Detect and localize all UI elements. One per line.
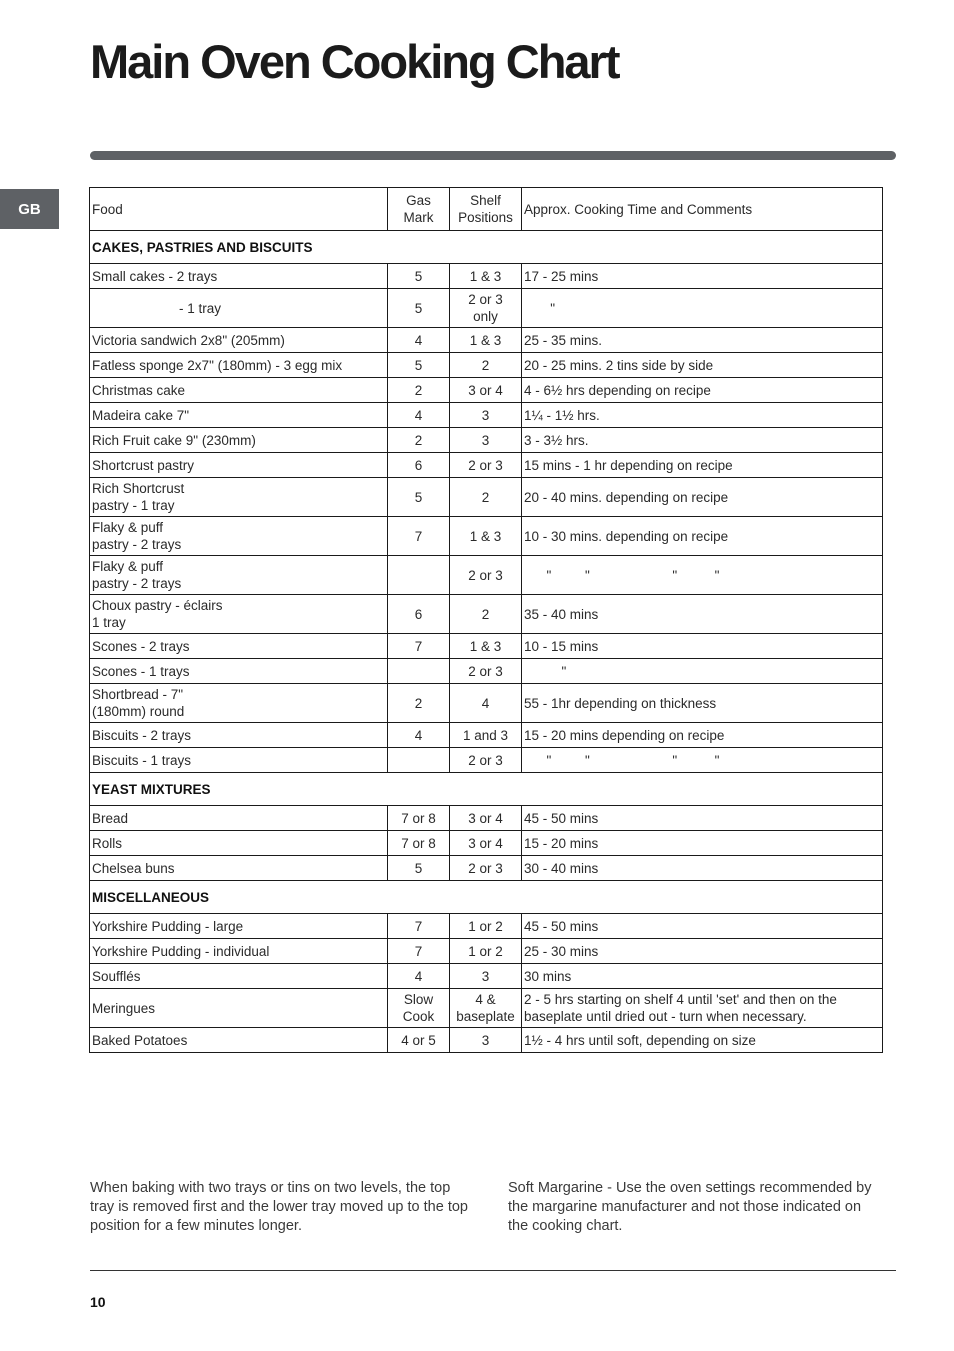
food-cell: Flaky & puff pastry - 2 trays bbox=[90, 517, 388, 556]
shelf-position-cell: 3 or 4 bbox=[450, 831, 522, 856]
table-row bbox=[90, 659, 883, 684]
food-cell: Shortbread - 7" (180mm) round bbox=[90, 684, 388, 723]
cooking-time-cell: 2 - 5 hrs starting on shelf 4 until 'set' and then on the baseplate until dried out - turn when necessary. bbox=[522, 989, 883, 1028]
section-heading-row bbox=[90, 773, 883, 806]
gas-mark-cell: 5 bbox=[388, 478, 450, 517]
food-cell: Yorkshire Pudding - large bbox=[90, 914, 388, 939]
cooking-time-cell: 1¼ - 1½ hrs. bbox=[522, 403, 883, 428]
gas-mark-cell: 5 bbox=[388, 264, 450, 289]
cooking-time-cell: 25 - 35 mins. bbox=[522, 328, 883, 353]
page-number: 10 bbox=[90, 1294, 106, 1310]
table-row bbox=[90, 478, 883, 517]
section-title: YEAST MIXTURES bbox=[90, 773, 883, 806]
note-two-trays: When baking with two trays or tins on two levels, the top tray is removed first and the lower tray moved up to the top position for a few minutes longer. bbox=[90, 1180, 468, 1234]
table-row bbox=[90, 289, 883, 328]
cooking-time-cell: 25 - 30 mins bbox=[522, 939, 883, 964]
cooking-time-cell: " bbox=[522, 659, 883, 684]
language-tab: GB bbox=[0, 189, 59, 229]
shelf-position-cell: 2 bbox=[450, 478, 522, 517]
header-cooking-time: Approx. Cooking Time and Comments bbox=[522, 188, 883, 231]
cooking-chart-table bbox=[89, 187, 883, 1053]
cooking-time-cell: 55 - 1hr depending on thickness bbox=[522, 684, 883, 723]
shelf-position-cell: 1 & 3 bbox=[450, 634, 522, 659]
food-cell: Choux pastry - éclairs 1 tray bbox=[90, 595, 388, 634]
shelf-position-cell: 3 bbox=[450, 964, 522, 989]
section-heading-row bbox=[90, 231, 883, 264]
cooking-time-cell: 45 - 50 mins bbox=[522, 806, 883, 831]
cooking-time-cell: " " " " bbox=[522, 748, 883, 773]
food-cell: Rolls bbox=[90, 831, 388, 856]
food-cell: Bread bbox=[90, 806, 388, 831]
table-row bbox=[90, 595, 883, 634]
food-cell: - 1 tray bbox=[90, 289, 388, 328]
table-row bbox=[90, 353, 883, 378]
gas-mark-cell: 7 bbox=[388, 634, 450, 659]
table-row bbox=[90, 856, 883, 881]
header-shelf-positions: Shelf Positions bbox=[450, 188, 522, 231]
table-row bbox=[90, 684, 883, 723]
gas-mark-cell: 4 bbox=[388, 328, 450, 353]
gas-mark-cell: 2 bbox=[388, 428, 450, 453]
food-cell: Shortcrust pastry bbox=[90, 453, 388, 478]
shelf-position-cell: 4 & baseplate bbox=[450, 989, 522, 1028]
food-cell: Biscuits - 2 trays bbox=[90, 723, 388, 748]
gas-mark-cell bbox=[388, 748, 450, 773]
gas-mark-cell: 4 bbox=[388, 403, 450, 428]
gas-mark-cell: 2 bbox=[388, 378, 450, 403]
table-row bbox=[90, 634, 883, 659]
food-cell: Scones - 1 trays bbox=[90, 659, 388, 684]
cooking-chart-body bbox=[90, 188, 883, 1053]
table-row bbox=[90, 939, 883, 964]
food-cell: Rich Fruit cake 9" (230mm) bbox=[90, 428, 388, 453]
gas-mark-cell: 7 or 8 bbox=[388, 831, 450, 856]
page-title: Main Oven Cooking Chart bbox=[90, 35, 619, 88]
shelf-position-cell: 2 or 3 bbox=[450, 453, 522, 478]
gas-mark-cell: 7 bbox=[388, 939, 450, 964]
table-row bbox=[90, 378, 883, 403]
gas-mark-cell bbox=[388, 556, 450, 595]
section-title: MISCELLANEOUS bbox=[90, 881, 883, 914]
shelf-position-cell: 2 or 3 bbox=[450, 748, 522, 773]
table-row bbox=[90, 264, 883, 289]
food-cell: Scones - 2 trays bbox=[90, 634, 388, 659]
cooking-time-cell: 1½ - 4 hrs until soft, depending on size bbox=[522, 1028, 883, 1053]
footer-rule bbox=[90, 1270, 896, 1271]
gas-mark-cell: 7 bbox=[388, 914, 450, 939]
cooking-time-cell: 45 - 50 mins bbox=[522, 914, 883, 939]
table-row bbox=[90, 831, 883, 856]
food-cell: Small cakes - 2 trays bbox=[90, 264, 388, 289]
gas-mark-cell: 5 bbox=[388, 289, 450, 328]
table-row bbox=[90, 1028, 883, 1053]
gas-mark-cell: Slow Cook bbox=[388, 989, 450, 1028]
table-row bbox=[90, 723, 883, 748]
food-cell: Fatless sponge 2x7" (180mm) - 3 egg mix bbox=[90, 353, 388, 378]
shelf-position-cell: 4 bbox=[450, 684, 522, 723]
cooking-time-cell: 15 - 20 mins depending on recipe bbox=[522, 723, 883, 748]
shelf-position-cell: 3 bbox=[450, 428, 522, 453]
shelf-position-cell: 3 or 4 bbox=[450, 806, 522, 831]
table-row bbox=[90, 748, 883, 773]
cooking-time-cell: 20 - 40 mins. depending on recipe bbox=[522, 478, 883, 517]
table-row bbox=[90, 556, 883, 595]
table-row bbox=[90, 989, 883, 1028]
table-row bbox=[90, 517, 883, 556]
food-cell: Chelsea buns bbox=[90, 856, 388, 881]
table-row bbox=[90, 403, 883, 428]
food-cell: Soufflés bbox=[90, 964, 388, 989]
cooking-time-cell: 30 mins bbox=[522, 964, 883, 989]
shelf-position-cell: 3 or 4 bbox=[450, 378, 522, 403]
cooking-time-cell: " " " " bbox=[522, 556, 883, 595]
shelf-position-cell: 1 and 3 bbox=[450, 723, 522, 748]
section-title: CAKES, PASTRIES AND BISCUITS bbox=[90, 231, 883, 264]
shelf-position-cell: 2 or 3 bbox=[450, 556, 522, 595]
shelf-position-cell: 2 bbox=[450, 595, 522, 634]
shelf-position-cell: 1 & 3 bbox=[450, 264, 522, 289]
header-gas-mark: Gas Mark bbox=[388, 188, 450, 231]
table-row bbox=[90, 964, 883, 989]
gas-mark-cell: 4 or 5 bbox=[388, 1028, 450, 1053]
cooking-time-cell: 4 - 6½ hrs depending on recipe bbox=[522, 378, 883, 403]
gas-mark-cell: 7 or 8 bbox=[388, 806, 450, 831]
gas-mark-cell bbox=[388, 659, 450, 684]
table-row bbox=[90, 428, 883, 453]
food-cell: Biscuits - 1 trays bbox=[90, 748, 388, 773]
cooking-time-cell: 10 - 30 mins. depending on recipe bbox=[522, 517, 883, 556]
table-row bbox=[90, 914, 883, 939]
food-cell: Rich Shortcrust pastry - 1 tray bbox=[90, 478, 388, 517]
header-food: Food bbox=[90, 188, 388, 231]
food-cell: Christmas cake bbox=[90, 378, 388, 403]
title-divider-bar bbox=[90, 151, 896, 160]
food-cell: Madeira cake 7" bbox=[90, 403, 388, 428]
gas-mark-cell: 6 bbox=[388, 453, 450, 478]
gas-mark-cell: 6 bbox=[388, 595, 450, 634]
gas-mark-cell: 5 bbox=[388, 856, 450, 881]
shelf-position-cell: 1 & 3 bbox=[450, 517, 522, 556]
food-cell: Flaky & puff pastry - 2 trays bbox=[90, 556, 388, 595]
table-row bbox=[90, 328, 883, 353]
cooking-time-cell: 10 - 15 mins bbox=[522, 634, 883, 659]
cooking-time-cell: 35 - 40 mins bbox=[522, 595, 883, 634]
cooking-time-cell: 15 - 20 mins bbox=[522, 831, 883, 856]
shelf-position-cell: 2 or 3 bbox=[450, 659, 522, 684]
shelf-position-cell: 1 or 2 bbox=[450, 914, 522, 939]
gas-mark-cell: 4 bbox=[388, 723, 450, 748]
gas-mark-cell: 7 bbox=[388, 517, 450, 556]
cooking-time-cell: 3 - 3½ hrs. bbox=[522, 428, 883, 453]
food-cell: Victoria sandwich 2x8" (205mm) bbox=[90, 328, 388, 353]
cooking-time-cell: 30 - 40 mins bbox=[522, 856, 883, 881]
gas-mark-cell: 4 bbox=[388, 964, 450, 989]
shelf-position-cell: 1 or 2 bbox=[450, 939, 522, 964]
table-header-row bbox=[90, 188, 883, 231]
shelf-position-cell: 1 & 3 bbox=[450, 328, 522, 353]
shelf-position-cell: 2 or 3 only bbox=[450, 289, 522, 328]
shelf-position-cell: 2 or 3 bbox=[450, 856, 522, 881]
gas-mark-cell: 5 bbox=[388, 353, 450, 378]
shelf-position-cell: 3 bbox=[450, 1028, 522, 1053]
cooking-time-cell: 20 - 25 mins. 2 tins side by side bbox=[522, 353, 883, 378]
section-heading-row bbox=[90, 881, 883, 914]
note-soft-margarine: Soft Margarine - Use the oven settings recommended by the margarine manufacturer and not those indicated on the cooking chart. bbox=[508, 1180, 872, 1234]
cooking-time-cell: 17 - 25 mins bbox=[522, 264, 883, 289]
cooking-time-cell: " bbox=[522, 289, 883, 328]
table-row bbox=[90, 806, 883, 831]
food-cell: Yorkshire Pudding - individual bbox=[90, 939, 388, 964]
cooking-time-cell: 15 mins - 1 hr depending on recipe bbox=[522, 453, 883, 478]
food-cell: Meringues bbox=[90, 989, 388, 1028]
shelf-position-cell: 3 bbox=[450, 403, 522, 428]
table-row bbox=[90, 453, 883, 478]
food-cell: Baked Potatoes bbox=[90, 1028, 388, 1053]
shelf-position-cell: 2 bbox=[450, 353, 522, 378]
gas-mark-cell: 2 bbox=[388, 684, 450, 723]
